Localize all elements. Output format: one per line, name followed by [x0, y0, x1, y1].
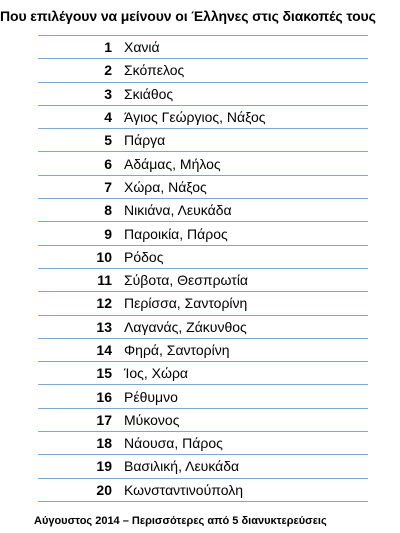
destination-name: Χανιά: [124, 36, 368, 59]
rank-number: 13: [38, 315, 124, 338]
table-row: [38, 105, 368, 128]
rank-number: 7: [38, 175, 124, 198]
destination-name: Παροικία, Πάρος: [124, 222, 368, 245]
rank-number: 5: [38, 129, 124, 152]
table-row: [38, 315, 368, 338]
destination-name: Ρέθυμνο: [124, 385, 368, 408]
rank-number: 19: [38, 455, 124, 478]
rank-number: 17: [38, 408, 124, 431]
destination-name: Σύβοτα, Θεσπρωτία: [124, 268, 368, 291]
rank-number: 12: [38, 292, 124, 315]
rank-number: 1: [38, 36, 124, 59]
table-row: [38, 478, 368, 501]
table-row: [38, 59, 368, 82]
table-row: [38, 362, 368, 385]
rank-number: 8: [38, 199, 124, 222]
destination-name: Χώρα, Νάξος: [124, 175, 368, 198]
footnote: Αύγουστος 2014 – Περισσότερες από 5 διανυκτερεύσεις: [34, 515, 327, 527]
table-row: [38, 36, 368, 59]
table-row: [38, 408, 368, 431]
rank-number: 3: [38, 82, 124, 105]
page-title: Που επιλέγουν να μείνουν οι Έλληνες στις διακοπές τους: [0, 8, 376, 24]
rank-number: 20: [38, 478, 124, 501]
rank-number: 14: [38, 338, 124, 361]
ranking-table-body: [38, 36, 368, 502]
destination-name: Αδάμας, Μήλος: [124, 152, 368, 175]
destination-name: Φηρά, Σαντορίνη: [124, 338, 368, 361]
table-row: [38, 432, 368, 455]
destination-name: Λαγανάς, Ζάκυνθος: [124, 315, 368, 338]
ranking-table: [38, 35, 368, 502]
rank-number: 2: [38, 59, 124, 82]
table-row: [38, 268, 368, 291]
table-row: [38, 82, 368, 105]
table-row: [38, 222, 368, 245]
destination-name: Ίος, Χώρα: [124, 362, 368, 385]
destination-name: Σκιάθος: [124, 82, 368, 105]
table-row: [38, 292, 368, 315]
rank-number: 18: [38, 432, 124, 455]
destination-name: Περίσσα, Σαντορίνη: [124, 292, 368, 315]
destination-name: Ρόδος: [124, 245, 368, 268]
rank-number: 10: [38, 245, 124, 268]
destination-name: Νάουσα, Πάρος: [124, 432, 368, 455]
rank-number: 11: [38, 268, 124, 291]
destination-name: Νικιάνα, Λευκάδα: [124, 199, 368, 222]
table-row: [38, 455, 368, 478]
destination-name: Άγιος Γεώργιος, Νάξος: [124, 105, 368, 128]
table-row: [38, 245, 368, 268]
table-row: [38, 338, 368, 361]
table-row: [38, 175, 368, 198]
rank-number: 4: [38, 105, 124, 128]
rank-number: 6: [38, 152, 124, 175]
table-row: [38, 129, 368, 152]
table-row: [38, 199, 368, 222]
rank-number: 16: [38, 385, 124, 408]
table-row: [38, 152, 368, 175]
destination-name: Μύκονος: [124, 408, 368, 431]
destination-name: Σκόπελος: [124, 59, 368, 82]
rank-number: 15: [38, 362, 124, 385]
destination-name: Πάργα: [124, 129, 368, 152]
destination-name: Κωνσταντινούπολη: [124, 478, 368, 501]
destination-name: Βασιλική, Λευκάδα: [124, 455, 368, 478]
table-row: [38, 385, 368, 408]
rank-number: 9: [38, 222, 124, 245]
